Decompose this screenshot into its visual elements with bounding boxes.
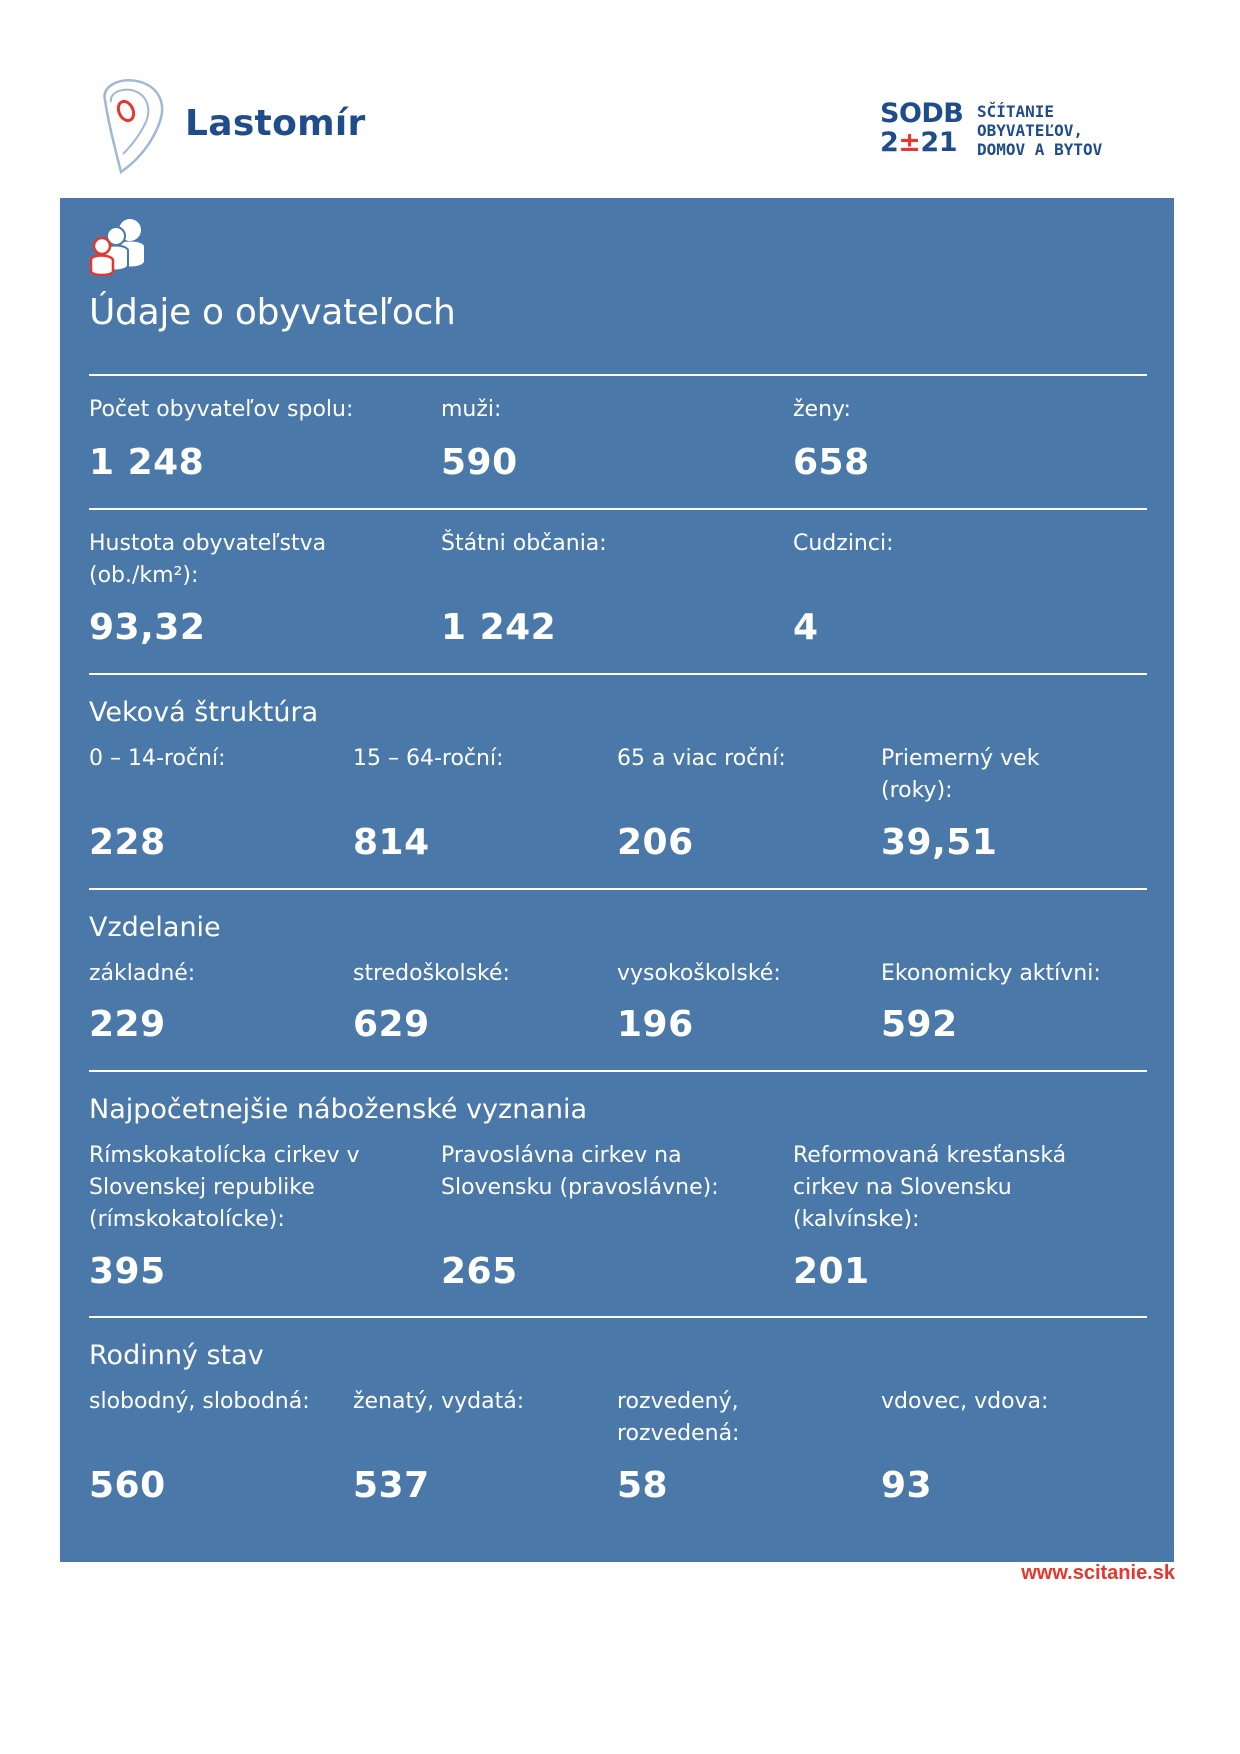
religion-label: Pravoslávna cirkev na Slovensku (pravoslávne): <box>441 1143 719 1200</box>
population-panel <box>60 198 1174 1562</box>
total-value: 1 248 <box>89 442 205 483</box>
divider <box>89 673 1147 675</box>
education-value: 629 <box>353 1004 430 1045</box>
marital-value: 58 <box>617 1465 669 1506</box>
marital-value: 93 <box>881 1465 933 1506</box>
total-label: Počet obyvateľov spolu: <box>89 397 354 422</box>
religion-value: 265 <box>441 1251 518 1292</box>
religion-value: 201 <box>793 1251 870 1292</box>
divider <box>89 508 1147 510</box>
logo-code-line1: SODB <box>880 98 964 129</box>
age-value: 206 <box>617 822 694 863</box>
sodb-logo <box>880 100 1120 160</box>
marital-label: ženatý, vydatá: <box>353 1389 525 1414</box>
marital-value: 560 <box>89 1465 166 1506</box>
page-header <box>0 0 1240 200</box>
education-value: 229 <box>89 1004 166 1045</box>
logo-code-line2: 2±21 <box>880 127 957 158</box>
municipality-name: Lastomír <box>185 103 366 144</box>
density-value: 93,32 <box>89 607 206 648</box>
education-value: 196 <box>617 1004 694 1045</box>
age-label: 0 – 14-roční: <box>89 746 226 771</box>
education-label: základné: <box>89 961 196 986</box>
panel-title: Údaje o obyvateľoch <box>89 292 456 333</box>
divider <box>89 374 1147 376</box>
divider <box>89 1070 1147 1072</box>
education-value: 592 <box>881 1004 958 1045</box>
religion-value: 395 <box>89 1251 166 1292</box>
age-label: 15 – 64-roční: <box>353 746 504 771</box>
map-pin-icon <box>97 78 167 176</box>
religion-label: Rímskokatolícka cirkev v Slovenskej republike (rímskokatolícke): <box>89 1143 360 1232</box>
age-value: 814 <box>353 822 430 863</box>
people-icon <box>88 216 150 276</box>
men-value: 590 <box>441 442 518 483</box>
marital-value: 537 <box>353 1465 430 1506</box>
foreigners-value: 4 <box>793 607 819 648</box>
marital-label: slobodný, slobodná: <box>89 1389 310 1414</box>
religion-section-title: Najpočetnejšie náboženské vyznania <box>89 1094 588 1125</box>
education-label: stredoškolské: <box>353 961 510 986</box>
age-label: 65 a viac roční: <box>617 746 786 771</box>
women-value: 658 <box>793 442 870 483</box>
marital-section-title: Rodinný stav <box>89 1340 264 1371</box>
logo-code <box>880 100 963 156</box>
women-label: ženy: <box>793 397 851 422</box>
marital-label: rozvedený, rozvedená: <box>617 1389 740 1446</box>
marital-label: vdovec, vdova: <box>881 1389 1049 1414</box>
age-value: 39,51 <box>881 822 998 863</box>
education-label: vysokoškolské: <box>617 961 781 986</box>
religion-label: Reformovaná kresťanská cirkev na Slovensku (kalvínske): <box>793 1143 1067 1232</box>
education-section-title: Vzdelanie <box>89 912 221 943</box>
citizens-label: Štátni občania: <box>441 531 607 556</box>
age-value: 228 <box>89 822 166 863</box>
foreigners-label: Cudzinci: <box>793 531 894 556</box>
age-section-title: Veková štruktúra <box>89 697 319 728</box>
divider <box>89 1316 1147 1318</box>
divider <box>89 888 1147 890</box>
men-label: muži: <box>441 397 502 422</box>
logo-text: SČÍTANIE OBYVATEĽOV, DOMOV A BYTOV <box>977 102 1103 159</box>
density-label: Hustota obyvateľstva (ob./km²): <box>89 531 327 588</box>
website-link[interactable]: www.scitanie.sk <box>1021 1562 1175 1584</box>
age-label: Priemerný vek (roky): <box>881 746 1040 803</box>
citizens-value: 1 242 <box>441 607 557 648</box>
education-label: Ekonomicky aktívni: <box>881 961 1101 986</box>
